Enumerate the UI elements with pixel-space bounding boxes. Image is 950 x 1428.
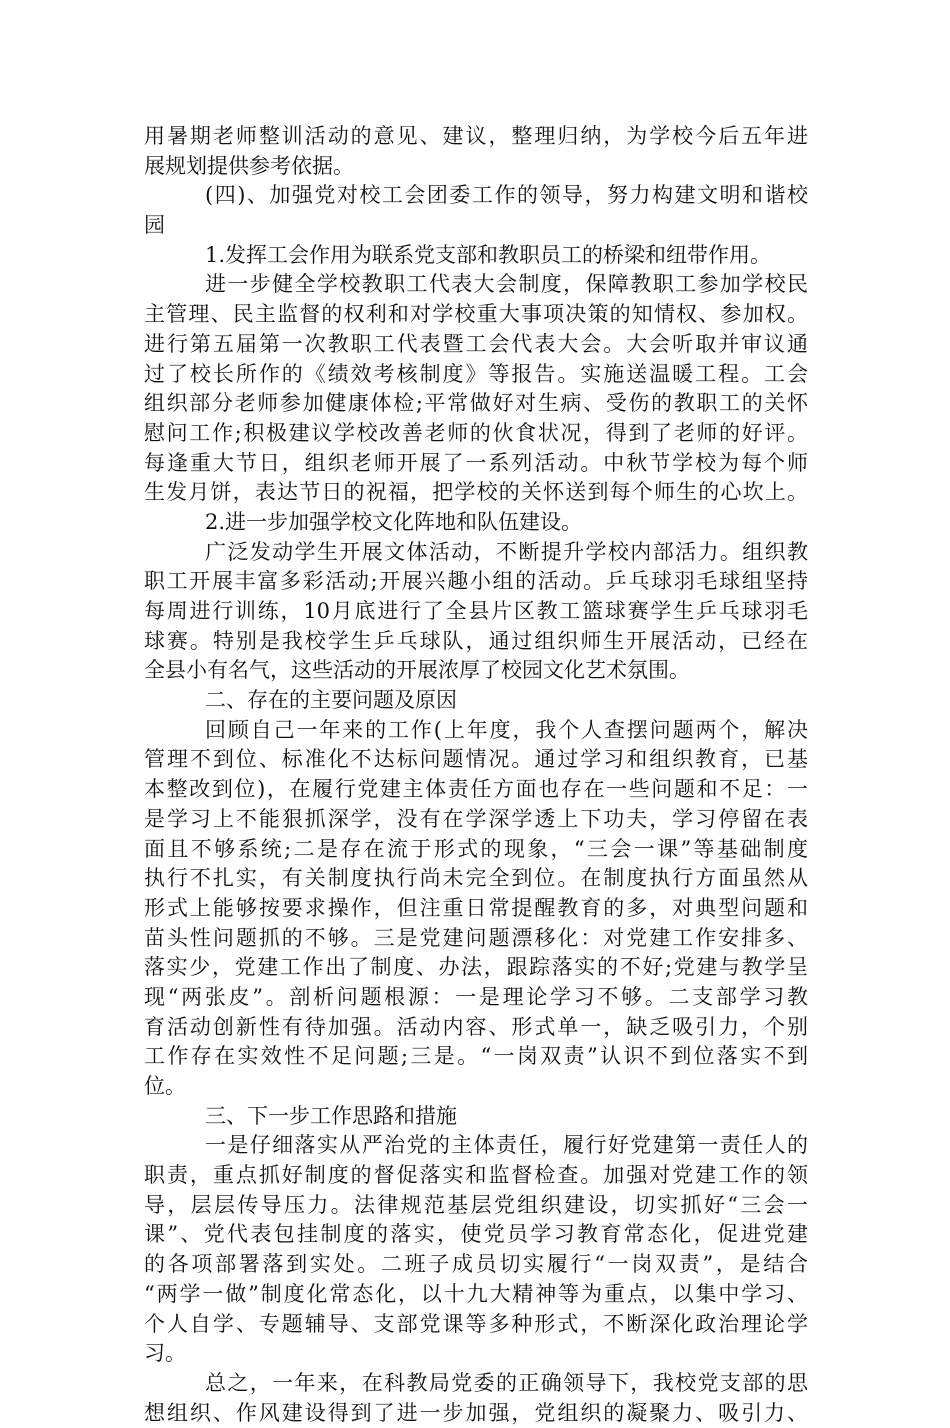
text-line: 现“两张皮”。剖析问题根源：一是理论学习不够。二支部学习教 <box>144 984 808 1009</box>
text-line: 二、存在的主要问题及原因 <box>205 688 457 713</box>
document-body <box>144 122 808 1428</box>
text-line: 是学习上不能狠抓深学，没有在学深学透上下功夫，学习停留在表 <box>144 806 808 831</box>
text-line: 展规划提供参考依据。 <box>144 153 354 178</box>
text-line: 执行不扎实，有关制度执行尚未完全到位。在制度执行方面虽然从 <box>144 866 808 891</box>
text-line: 每周进行训练，10月底进行了全县片区教工篮球赛学生乒乓球羽毛 <box>144 599 808 623</box>
text-line: 面且不够系统;二是存在流于形式的现象，“三会一课”等基础制度 <box>144 836 808 861</box>
text-line: 进一步健全学校教职工代表大会制度，保障教职工参加学校民 <box>205 272 808 297</box>
text-line: 过了校长所作的《绩效考核制度》等报告。实施送温暖工程。工会 <box>144 361 808 386</box>
text-line: 一是仔细落实从严治党的主体责任，履行好党建第一责任人的 <box>205 1133 808 1158</box>
text-line: 球赛。特别是我校学生乒乓球队，通过组织师生开展活动，已经在 <box>144 628 808 653</box>
text-line: 个人自学、专题辅导、支部党课等多种形式，不断深化政治理论学 <box>144 1311 808 1336</box>
text-line: 每逢重大节日，组织老师开展了一系列活动。中秋节学校为每个师 <box>144 450 808 475</box>
text-line: 位。 <box>144 1074 186 1098</box>
text-line: 习。 <box>144 1341 186 1366</box>
text-line: (四)、加强党对校工会团委工作的领导，努力构建文明和谐校 <box>205 183 808 208</box>
text-line: 职工开展丰富多彩活动;开展兴趣小组的活动。乒乓球羽毛球组坚持 <box>144 569 808 594</box>
text-line: 广泛发动学生开展文体活动，不断提升学校内部活力。组织教 <box>205 539 808 564</box>
text-line: 形式上能够按要求操作，但注重日常提醒教育的多，对典型问题和 <box>144 895 808 920</box>
text-line: 慰问工作;积极建议学校改善老师的伙食状况，得到了老师的好评。 <box>144 420 808 445</box>
text-line: 生发月饼，表达节日的祝福，把学校的关怀送到每个师生的心坎上。 <box>144 480 808 505</box>
text-line: 三、下一步工作思路和措施 <box>205 1103 457 1128</box>
text-line: 2.进一步加强学校文化阵地和队伍建设。 <box>205 509 583 534</box>
text-line: 落实少，党建工作出了制度、办法，跟踪落实的不好;党建与教学呈 <box>144 955 808 980</box>
text-line: 职责，重点抓好制度的督促落实和监督检查。加强对党建工作的领 <box>144 1163 808 1188</box>
text-line: 主管理、民主监督的权利和对学校重大事项决策的知情权、参加权。 <box>144 302 808 327</box>
text-line: 苗头性问题抓的不够。三是党建问题漂移化：对党建工作安排多、 <box>144 925 808 950</box>
text-line: 管理不到位、标准化不达标问题情况。通过学习和组织教育，已基 <box>144 747 808 772</box>
text-line: 本整改到位)，在履行党建主体责任方面也存在一些问题和不足：一 <box>144 777 808 802</box>
text-line: 组织部分老师参加健康体检;平常做好对生病、受伤的教职工的关怀 <box>144 391 808 416</box>
text-line: “两学一做”制度化常态化，以十九大精神等为重点，以集中学习、 <box>144 1281 808 1306</box>
text-line: 园 <box>144 213 165 238</box>
text-line: 工作存在实效性不足问题;三是。“一岗双责”认识不到位落实不到 <box>144 1044 808 1069</box>
text-line: 导，层层传导压力。法律规范基层党组织建设，切实抓好“三会一 <box>144 1192 808 1217</box>
text-line: 总之，一年来，在科教局党委的正确领导下，我校党支部的思 <box>205 1370 808 1395</box>
text-line: 1.发挥工会作用为联系党支部和教职员工的桥梁和纽带作用。 <box>205 242 772 267</box>
text-line: 的各项部署落到实处。二班子成员切实履行“一岗双责”，是结合 <box>144 1252 808 1277</box>
text-line: 课”、党代表包挂制度的落实，使党员学习教育常态化，促进党建 <box>144 1222 808 1247</box>
text-line: 全县小有名气，这些活动的开展浓厚了校园文化艺术氛围。 <box>144 658 690 683</box>
text-line: 育活动创新性有待加强。活动内容、形式单一，缺乏吸引力，个别 <box>144 1014 808 1039</box>
text-line: 想组织、作风建设得到了进一步加强，党组织的凝聚力、吸引力、 <box>144 1400 808 1425</box>
text-line: 回顾自己一年来的工作(上年度，我个人查摆问题两个，解决 <box>205 717 808 742</box>
text-line: 进行第五届第一次教职工代表暨工会代表大会。大会听取并审议通 <box>144 331 808 356</box>
text-line: 用暑期老师整训活动的意见、建议，整理归纳，为学校今后五年进 <box>144 124 808 148</box>
